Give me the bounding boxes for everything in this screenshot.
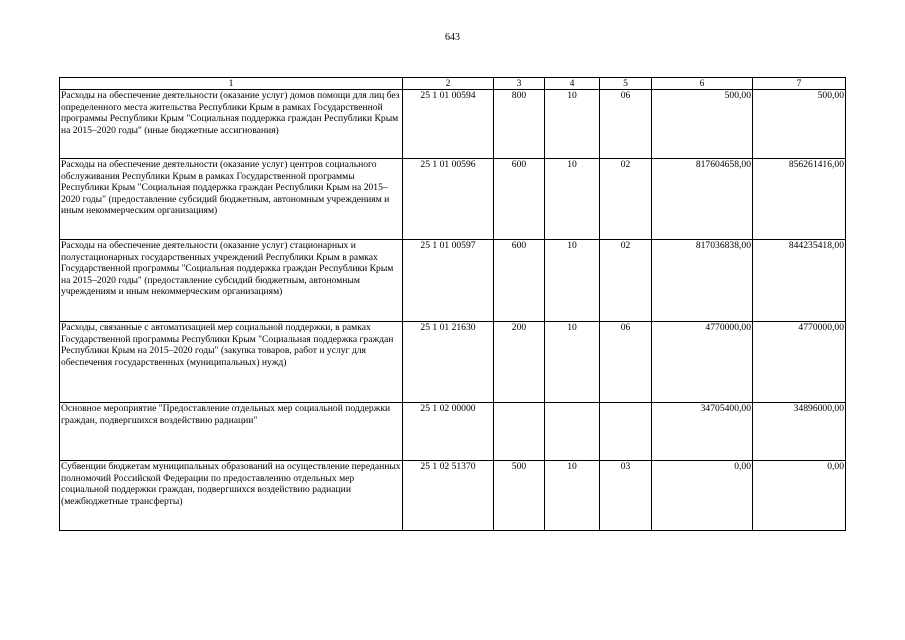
row-code: 25 1 02 00000 [403,403,494,461]
row-sum-year-1: 34705400,00 [652,403,753,461]
header-col-2: 2 [403,78,494,90]
row-section: 10 [545,322,600,403]
row-description: Расходы, связанные с автоматизацией мер социальной поддержки, в рамках Государственной программы Республики Крым "Социальная поддержка граждан Республики Крым на 2015–2020 годы" (закупка товаров, работ и услуг для обеспечения государственных (муниципальных) нужд) [60,322,403,403]
row-section: 10 [545,461,600,531]
row-sum-year-2: 856261416,00 [753,159,846,240]
header-row [60,78,846,90]
header-col-1: 1 [60,78,403,90]
table-row [60,403,846,461]
row-code: 25 1 01 00596 [403,159,494,240]
row-sum-year-2: 0,00 [753,461,846,531]
row-type: 600 [494,159,545,240]
row-sum-year-1: 4770000,00 [652,322,753,403]
row-type: 600 [494,240,545,322]
row-section [545,403,600,461]
row-subsection: 06 [600,322,652,403]
table-row [60,322,846,403]
row-code: 25 1 01 00594 [403,90,494,159]
row-description: Субвенции бюджетам муниципальных образований на осуществление переданных полномочий Российской Федерации по предоставлению отдельных мер социальной поддержки граждан, подвергшихся воздействию радиации (межбюджетные трансферты) [60,461,403,531]
row-sum-year-1: 817036838,00 [652,240,753,322]
row-type: 800 [494,90,545,159]
page-number: 643 [445,32,460,43]
row-code: 25 1 01 21630 [403,322,494,403]
row-sum-year-2: 34896000,00 [753,403,846,461]
row-subsection: 06 [600,90,652,159]
row-subsection [600,403,652,461]
row-sum-year-2: 844235418,00 [753,240,846,322]
table-row [60,461,846,531]
row-section: 10 [545,240,600,322]
header-col-3: 3 [494,78,545,90]
row-subsection: 02 [600,159,652,240]
row-subsection: 02 [600,240,652,322]
row-section: 10 [545,159,600,240]
row-description: Расходы на обеспечение деятельности (оказание услуг) домов помощи для лиц без определенного места жительства Республики Крым в рамках Государственной программы Республики Крым "Социальная поддержка граждан Республики Крым на 2015–2020 годы" (иные бюджетные ассигнования) [60,90,403,159]
row-code: 25 1 02 51370 [403,461,494,531]
header-col-7: 7 [753,78,846,90]
row-description: Расходы на обеспечение деятельности (оказание услуг) центров социального обслуживания Республики Крым в рамках Государственной программы Республики Крым "Социальная поддержка граждан Республики Крым на 2015–2020 годы" (предоставление субсидий бюджетным, автономным учреждениям и иным некоммерческим организациям) [60,159,403,240]
table-row [60,90,846,159]
row-sum-year-2: 4770000,00 [753,322,846,403]
row-description: Расходы на обеспечение деятельности (оказание услуг) стационарных и полустационарных государственных учреждений Республики Крым в рамках Государственной программы "Социальная поддержка граждан Республики Крым на 2015–2020 годы" (предоставление субсидий бюджетным, автономным учреждениям и иным некоммерческим организациям) [60,240,403,322]
row-section: 10 [545,90,600,159]
row-sum-year-1: 500,00 [652,90,753,159]
row-type: 200 [494,322,545,403]
header-col-5: 5 [600,78,652,90]
budget-table [59,77,846,531]
header-col-4: 4 [545,78,600,90]
row-code: 25 1 01 00597 [403,240,494,322]
header-col-6: 6 [652,78,753,90]
row-sum-year-1: 817604658,00 [652,159,753,240]
row-type [494,403,545,461]
table-row [60,159,846,240]
row-subsection: 03 [600,461,652,531]
row-sum-year-1: 0,00 [652,461,753,531]
row-sum-year-2: 500,00 [753,90,846,159]
table-row [60,240,846,322]
row-description: Основное мероприятие "Предоставление отдельных мер социальной поддержки граждан, подвергшихся воздействию радиации" [60,403,403,461]
row-type: 500 [494,461,545,531]
